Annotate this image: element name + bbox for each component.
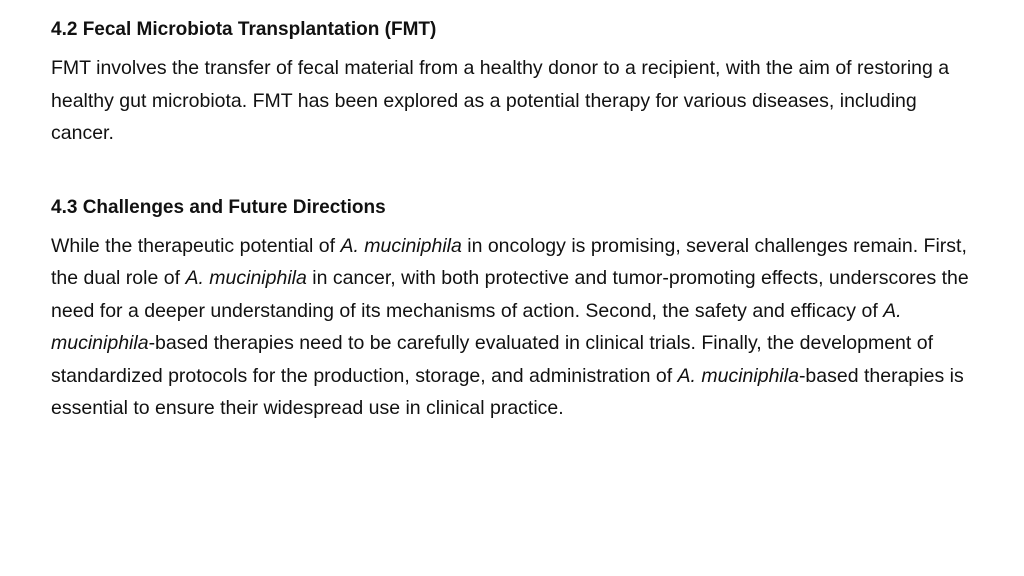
species-name: A. muciniphila bbox=[677, 364, 799, 387]
section-paragraph bbox=[51, 230, 981, 425]
text-run: in oncology is promising, several challenges remain. First, the dual role of bbox=[51, 234, 967, 289]
species-name: A. muciniphila bbox=[185, 267, 307, 289]
section-challenges bbox=[51, 192, 981, 425]
species-name: A. muciniphila bbox=[51, 299, 902, 354]
species-name: A. muciniphila bbox=[340, 234, 462, 257]
text-run: -based therapies need to be carefully evaluated in clinical trials. Finally, the development of standardized protocols for the production, storage, and administration of bbox=[51, 332, 933, 387]
slide-content bbox=[51, 14, 981, 425]
text-run: FMT involves the transfer of fecal material from a healthy donor to a recipient, with the aim of restoring a healthy gut microbiota. FMT has been explored as a potential therapy for various diseases, including cancer. bbox=[51, 57, 950, 144]
section-heading: 4.3 Challenges and Future Directions bbox=[51, 196, 386, 218]
text-run: -based therapies is essential to ensure their widespread use in clinical practice. bbox=[51, 364, 964, 419]
section-paragraph bbox=[51, 52, 981, 150]
text-run: While the therapeutic potential of bbox=[51, 234, 341, 257]
section-fmt bbox=[51, 14, 981, 150]
text-run: in cancer, with both protective and tumor-promoting effects, underscores the need for a deeper understanding of its mechanisms of action. Second, the safety and efficacy of bbox=[51, 267, 969, 322]
section-heading: 4.2 Fecal Microbiota Transplantation (FMT) bbox=[51, 19, 437, 40]
